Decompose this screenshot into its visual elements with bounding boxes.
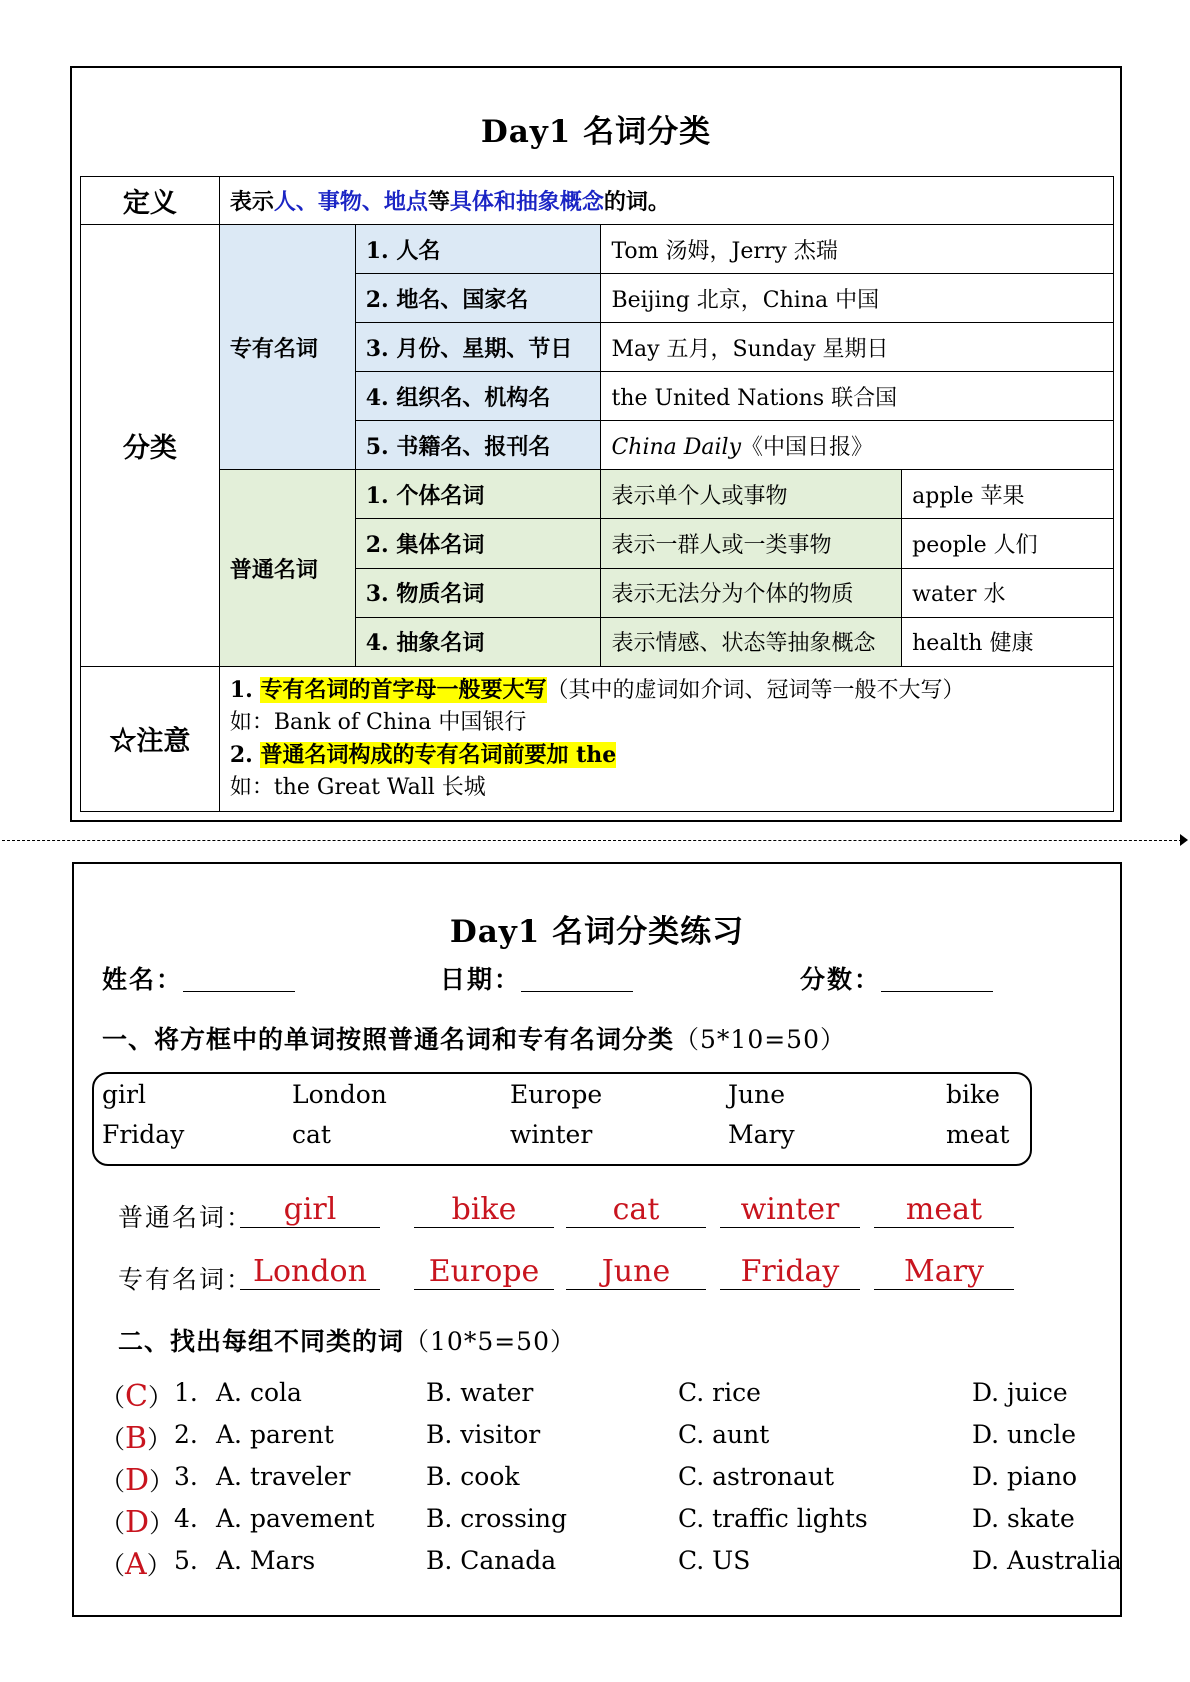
option: B. cook [426,1462,520,1491]
common-answer-blank[interactable]: meat [874,1192,1014,1228]
option: C. aunt [678,1420,770,1449]
section-1-heading: 一、将方框中的单词按照普通名词和专有名词分类（5*10=50） [102,1025,846,1054]
definition-row [81,177,1114,225]
option: B. Canada [426,1546,557,1575]
option: D. juice [972,1378,1068,1407]
score-blank[interactable] [881,991,993,992]
common-type-name: 4. 抽象名词 [355,617,601,666]
proper-noun-answer-label: 专有名词： [118,1265,254,1294]
common-answer-blank[interactable]: winter [720,1192,860,1228]
question-number: 5. [174,1546,198,1575]
common-example: water 水 [902,568,1114,617]
proper-type-name: 1. 人名 [355,225,601,274]
option: C. astronaut [678,1462,835,1491]
proper-type-name: 5. 书籍名、报刊名 [355,421,601,470]
option: A. Mars [216,1546,316,1575]
option: A. pavement [216,1504,375,1533]
question-number: 3. [174,1462,198,1491]
name-blank[interactable] [183,991,295,992]
proper-answer-blank[interactable]: London [240,1254,380,1290]
word: winter [510,1120,593,1149]
option: C. traffic lights [678,1504,868,1533]
option: D. piano [972,1462,1078,1491]
option: B. visitor [426,1420,541,1449]
proper-example: the United Nations 联合国 [601,372,1114,421]
question-answer[interactable]: （C） [100,1379,173,1414]
proper-example: China Daily《中国日报》 [601,421,1114,470]
word: cat [292,1120,331,1149]
word: Friday [102,1120,185,1149]
date-field: 日期： [440,960,633,996]
question-answer[interactable]: （D） [100,1463,175,1498]
common-example: people 人们 [902,519,1114,568]
question-number: 1. [174,1378,198,1407]
notes-card [70,66,1122,822]
common-type-desc: 表示情感、状态等抽象概念 [601,617,902,666]
definition-text: 表示人、事物、地点等具体和抽象概念的词。 [219,177,1113,225]
score-field: 分数： [800,960,993,996]
option: C. US [678,1546,751,1575]
classification-label: 分类 [81,225,220,667]
proper-answer-blank[interactable]: Europe [414,1254,554,1290]
question-number: 4. [174,1504,198,1533]
proper-type-name: 3. 月份、星期、节日 [355,323,601,372]
common-type-desc: 表示单个人或事物 [601,470,902,519]
attention-row [81,666,1114,811]
common-noun-answer-label: 普通名词： [118,1203,254,1232]
table-row [81,470,1114,519]
definition-label: 定义 [81,177,220,225]
cut-line [2,840,1182,841]
name-field: 姓名： [102,960,295,996]
option: A. cola [216,1378,302,1407]
highlight-rule-1: 专有名词的首字母一般要大写 [260,676,547,703]
table-row [81,225,1114,274]
question-answer[interactable]: （B） [100,1421,173,1456]
noun-classification-table [80,176,1114,812]
option: A. traveler [216,1462,351,1491]
proper-answer-blank[interactable]: Mary [874,1254,1014,1290]
exercise-card [72,862,1122,1617]
option: C. rice [678,1378,761,1407]
word: girl [102,1080,146,1109]
word-box [92,1072,1032,1166]
question-answer[interactable]: （A） [100,1547,172,1582]
word: meat [946,1120,1010,1149]
option: A. parent [216,1420,334,1449]
option: D. skate [972,1504,1075,1533]
common-type-name: 1. 个体名词 [355,470,601,519]
common-answer-blank[interactable]: girl [240,1192,380,1228]
common-answer-blank[interactable]: bike [414,1192,554,1228]
option: B. crossing [426,1504,568,1533]
cut-line-arrow-icon [1180,834,1188,846]
highlight-rule-2: 普通名词构成的专有名词前要加 the [260,741,617,768]
attention-label: ☆注意 [81,666,220,811]
proper-example: May 五月，Sunday 星期日 [601,323,1114,372]
attention-example-1: 如：Bank of China 中国银行 [229,709,527,735]
proper-example: Tom 汤姆，Jerry 杰瑞 [601,225,1114,274]
common-example: health 健康 [902,617,1114,666]
word: Europe [510,1080,603,1109]
word: London [292,1080,387,1109]
word: June [728,1080,786,1109]
option: B. water [426,1378,534,1407]
question-answer[interactable]: （D） [100,1505,175,1540]
proper-answer-blank[interactable]: Friday [720,1254,860,1290]
date-blank[interactable] [521,991,633,992]
attention-example-2: 如：the Great Wall 长城 [229,774,486,800]
proper-answer-blank[interactable]: June [566,1254,706,1290]
notes-title: Day1 名词分类 [480,114,712,150]
option: D. Australia [972,1546,1122,1575]
common-type-name: 3. 物质名词 [355,568,601,617]
common-noun-label: 普通名词 [219,470,355,666]
common-example: apple 苹果 [902,470,1114,519]
common-answer-blank[interactable]: cat [566,1192,706,1228]
exercise-title: Day1 名词分类练习 [449,914,745,950]
word: Mary [728,1120,795,1149]
section-2-heading: 二、找出每组不同类的词（10*5=50） [118,1327,576,1356]
proper-example: Beijing 北京，China 中国 [601,274,1114,323]
proper-type-name: 2. 地名、国家名 [355,274,601,323]
word: bike [946,1080,1000,1109]
common-type-desc: 表示无法分为个体的物质 [601,568,902,617]
common-type-desc: 表示一群人或一类事物 [601,519,902,568]
common-type-name: 2. 集体名词 [355,519,601,568]
proper-noun-label: 专有名词 [219,225,355,470]
proper-type-name: 4. 组织名、机构名 [355,372,601,421]
option: D. uncle [972,1420,1077,1449]
question-number: 2. [174,1420,198,1449]
attention-content: 1. 专有名词的首字母一般要大写（其中的虚词如介词、冠词等一般不大写） 如：Bank of China 中国银行 2. 普通名词构成的专有名词前要加 the 如：the Great Wall 长城 [219,666,1113,811]
